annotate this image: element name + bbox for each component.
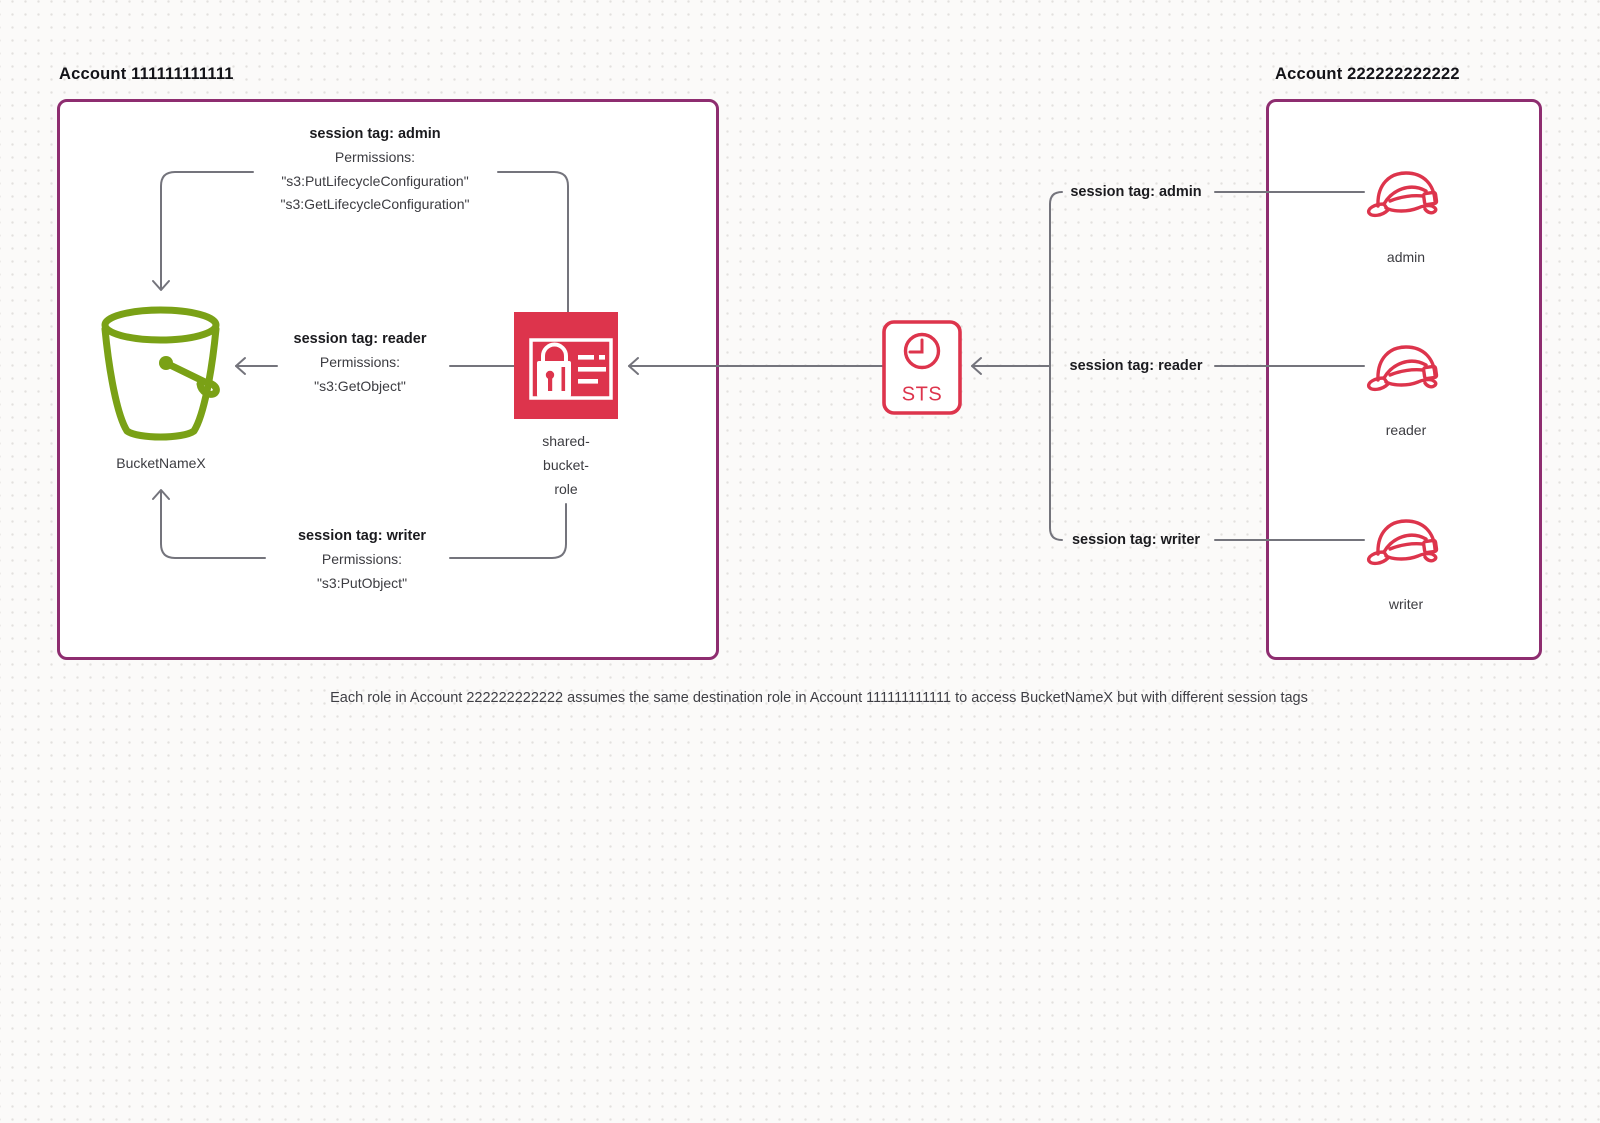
session-tag-reader-title: session tag: reader <box>293 331 427 347</box>
s3-bucket-icon <box>105 310 216 437</box>
bucket-label: BucketNameX <box>116 455 206 471</box>
admin-bracket-right <box>498 172 568 313</box>
diagram-caption: Each role in Account 222222222222 assumes the same destination role in Account 111111111111 to access BucketNameX but with different session tags <box>330 690 1308 706</box>
writer-bracket-right <box>450 504 566 558</box>
role-label-line3: role <box>554 481 578 497</box>
branch-vertical <box>1050 192 1062 540</box>
session-tag-writer-title: session tag: writer <box>297 528 427 544</box>
admin-permissions-label: Permissions: <box>334 149 416 166</box>
role-hat-icon-reader <box>1369 347 1437 389</box>
iam-role-permissions-icon <box>514 312 618 419</box>
session-tag-admin-block <box>281 123 470 216</box>
session-tag-writer-block <box>298 525 426 595</box>
role-name-writer: writer <box>1388 596 1424 612</box>
role-label-line1: shared- <box>542 433 590 449</box>
admin-bracket-left <box>161 172 253 289</box>
right-session-tag-writer: session tag: writer <box>1071 532 1201 548</box>
role-hat-icon-writer <box>1369 521 1437 563</box>
session-tag-reader-block <box>294 328 427 398</box>
role-label-line2: bucket- <box>543 457 589 473</box>
admin-permission-1: "s3:PutLifecycleConfiguration" <box>281 172 469 189</box>
role-name-reader: reader <box>1385 422 1427 438</box>
account-left-title: Account 111111111111 <box>59 65 234 83</box>
right-session-tag-admin: session tag: admin <box>1070 184 1202 200</box>
role-hat-icon-admin <box>1369 173 1437 215</box>
writer-bracket-left <box>161 491 265 558</box>
admin-permission-2: "s3:GetLifecycleConfiguration" <box>280 195 470 212</box>
session-tag-admin-title: session tag: admin <box>309 126 441 142</box>
role-name-admin: admin <box>1386 249 1426 265</box>
account-right-title: Account 222222222222 <box>1275 65 1460 83</box>
shared-bucket-role-label <box>542 429 589 501</box>
reader-permission-1: "s3:GetObject" <box>314 377 406 394</box>
right-session-tag-reader: session tag: reader <box>1069 358 1203 374</box>
reader-permissions-label: Permissions: <box>319 354 401 371</box>
writer-permissions-label: Permissions: <box>321 551 403 568</box>
sts-label: STS <box>901 383 943 406</box>
writer-permission-1: "s3:PutObject" <box>316 574 408 591</box>
